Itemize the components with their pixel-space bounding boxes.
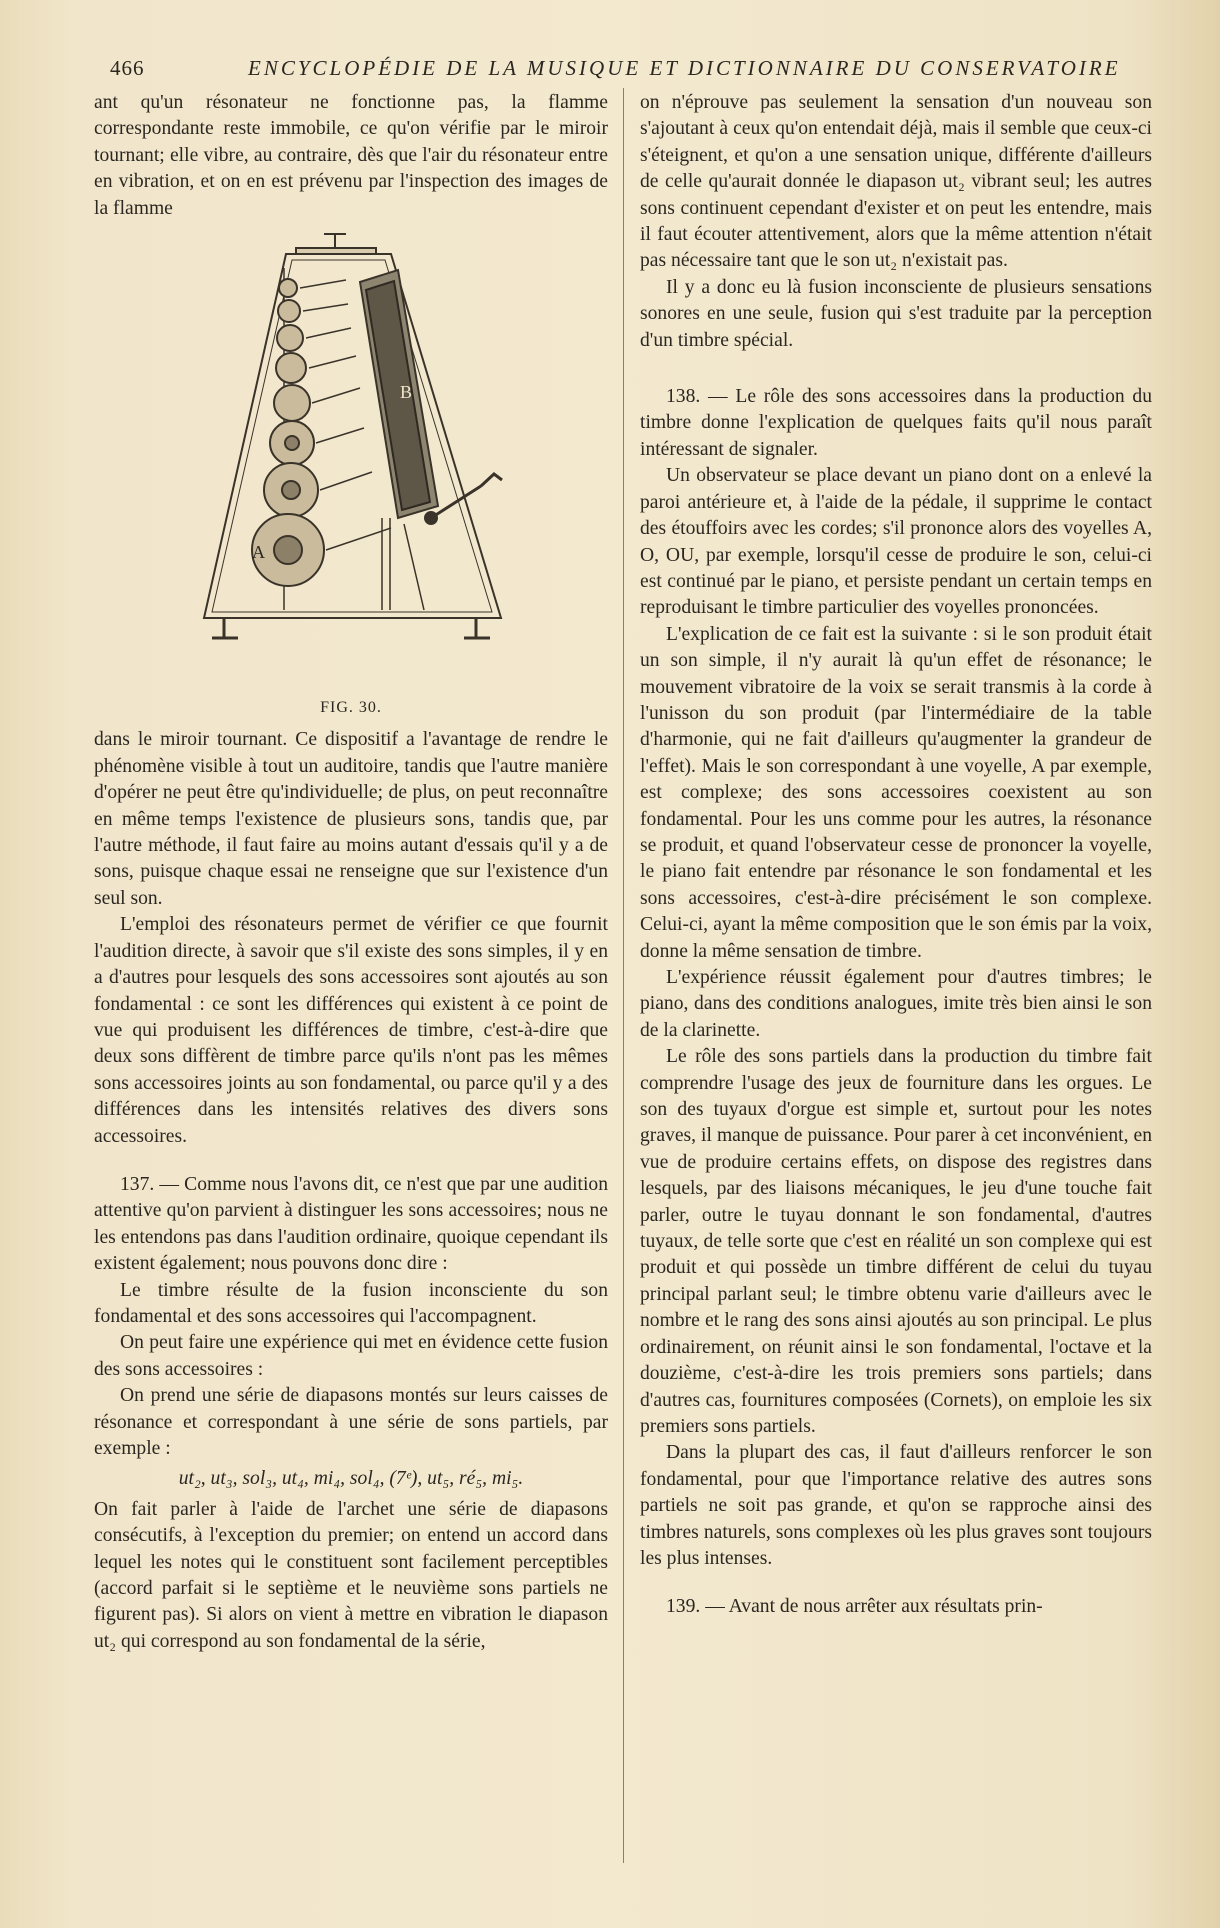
running-title: ENCYCLOPÉDIE DE LA MUSIQUE ET DICTIONNAIRE DU CONSERVATOIRE [248, 56, 1121, 80]
page-header [80, 56, 1160, 86]
paragraph: ant qu'un résonateur ne fonctionne pas, la flamme correspondante reste immobile, ce qu'on vérifie par le miroir tournant; elle vibre, au contraire, dès que l'air du résonateur entre en vibration, et on en est prévenu par l'inspection des images de la flamme [94, 92, 608, 219]
figure-label-a: A [252, 542, 265, 563]
paragraph: Dans la plupart des cas, il faut d'ailleurs renforcer le son fondamental, pour que l'importance relative des autres sons partiels ne soit pas grande, et qu'on se rapproche ainsi des timbres naturels, sons complexes où les plus graves sont toujours les plus intenses. [640, 1442, 1152, 1569]
section-137: 137. — Comme nous l'avons dit, ce n'est que par une audition attentive qu'on parvient à distinguer les sons accessoires; nous ne les entendons pas dans l'audition ordinaire, quoique cependant ils existent également; nous pouvons donc dire : [94, 1173, 608, 1275]
column-divider [623, 88, 624, 1863]
paragraph: On peut faire une expérience qui met en évidence cette fusion des sons accessoires : [94, 1332, 608, 1380]
figure-label-b: B [400, 382, 413, 403]
paragraph: dans le miroir tournant. Ce dispositif a l'avantage de rendre le phénomène visible à tout un auditoire, tandis que l'autre manière d'opérer ne peut être qu'individuelle; de plus, on peut reconnaître en même temps l'existence de plusieurs sons, tandis que, par l'autre méthode, il faut faire au moins autant d'essais qu'il y a de sons, puisque chaque essai ne renseigne que sur l'existence d'un seul son. [94, 729, 608, 909]
resonator-apparatus-illustration [176, 228, 526, 668]
paragraph: On fait parler à l'aide de l'archet une série de diapasons consécutifs, à l'exception du premier; on entend un accord dans lequel les notes qui le constituent sont facilement perceptibles (accord parfait si le septième et le neuvième sons partiels ne figurent pas). Si alors on vient à mettre en vibration le diapason ut₂ qui correspond au son fondamental de la série, [94, 1498, 608, 1652]
paragraph: L'expérience réussit également pour d'autres timbres; le piano, dans des conditions analogues, imite très bien ainsi le son de la clarinette. [640, 967, 1152, 1041]
section-138: 138. — Le rôle des sons accessoires dans la production du timbre donne l'explication de quelques faits qu'il nous paraît intéressant de signaler. [640, 386, 1152, 460]
section-139: 139. — Avant de nous arrêter aux résultats prin- [666, 1596, 1043, 1618]
paragraph: Le timbre résulte de la fusion inconsciente du son fondamental et des sons accessoires qui l'accompagnent. [94, 1279, 608, 1327]
paragraph: L'explication de ce fait est la suivante : si le son produit était un son simple, il n'y aurait là qu'un effet de résonance; le mouvement vibratoire de la voix se serait transmis à la corde à l'unisson du son produit (par l'intermédiaire de la table d'harmonie, qui ne fait d'ailleurs qu'augmenter la grandeur de l'effet). Mais le son correspondant à une voyelle, A par exemple, est complexe; des sons accessoires coexistent au son fondamental. Pour les uns comme pour les autres, la résonance se produit, et quand l'observateur cesse de prononcer la voyelle, le piano fait entendre par résonance le son fondamental et les sons accessoires, c'est-à-dire précisément le son complexe. Celui-ci, ayant la même composition que le son émis par la voix, donne la même sensation de timbre. [640, 623, 1152, 962]
paragraph: L'emploi des résonateurs permet de vérifier ce que fournit l'audition directe, à savoir que s'il existe des sons simples, il y en a d'autres pour lesquels des sons accessoires sont ajoutés au son fondamental : ce sont les différences qui existent à ce point de vue qui produisent les différences de timbre, c'est-à-dire que deux sons diffèrent de timbre parce qu'ils n'ont pas les mêmes sons accessoires joints au son fondamental, ou parce qu'il y a des différences dans les intensités relatives des divers sons accessoires. [94, 914, 608, 1147]
note-series-formula: ut₂, ut₃, sol₃, ut₄, mi₄, sol₄, (7ᵉ), ut₅, ré₅, mi₅. [178, 1468, 524, 1490]
right-column [640, 90, 1152, 1621]
paragraph: Le rôle des sons partiels dans la production du timbre fait comprendre l'usage des jeux de fourniture dans les orgues. Le son des tuyaux d'orgue est simple et, surtout pour les notes graves, il manque de puissance. Pour parer à cet inconvénient, en vue de produire certains effets, on dispose des registres dans lesquels, par des liaisons mécaniques, le jeu d'une touche fait parler, outre le tuyau donnant le son fondamental, d'autres tuyaux, de telle sorte que c'est en réalité un son complexe qui est produit et qui possède un timbre différent de celui du tuyau principal parlant seul; le timbre obtenu varie d'ailleurs avec le nombre et le rang des sons ainsi ajoutés au son principal. Le plus ordinairement, on réunit ainsi le son fondamental, l'octave et la douzième, c'est-à-dire les trois premiers sons partiels; dans d'autres cas, fournitures composées (Cornets), on emploie les six premiers sons partiels. [640, 1046, 1152, 1437]
paragraph: On prend une série de diapasons montés sur leurs caisses de résonance et correspondant à une série de sons partiels, par exemple : [94, 1385, 608, 1459]
figure-caption: FIG. 30. [320, 699, 382, 717]
figure-30 [94, 228, 608, 693]
left-column [94, 90, 608, 1655]
paragraph: Il y a donc eu là fusion inconsciente de plusieurs sensations sonores en une seule, fusion qui s'est traduite par la perception d'un timbre spécial. [640, 276, 1152, 351]
paragraph: Un observateur se place devant un piano dont on a enlevé la paroi antérieure et, à l'aide de la pédale, il supprime le contact des étouffoirs avec les cordes; s'il prononce alors des voyelles A, O, OU, par exemple, lorsqu'il cesse de produire le son, celui-ci est continué par le piano, et persiste pendant un certain temps en reproduisant le timbre particulier des voyelles prononcées. [640, 465, 1152, 619]
paragraph: on n'éprouve pas seulement la sensation d'un nouveau son s'ajoutant à ceux qu'on entendait déjà, mais il semble que ceux-ci s'éteignent, et qu'on a une sensation unique, différente d'ailleurs de celle qu'aurait donnée le diapason ut₂ vibrant seul; les autres sons continuent cependant d'exister et on peut les entendre, mais il faut écouter attentivement, alors que la même attention n'était pas nécessaire tant que le son ut₂ n'existait pas. [640, 92, 1152, 272]
page-number: 466 [110, 56, 145, 80]
